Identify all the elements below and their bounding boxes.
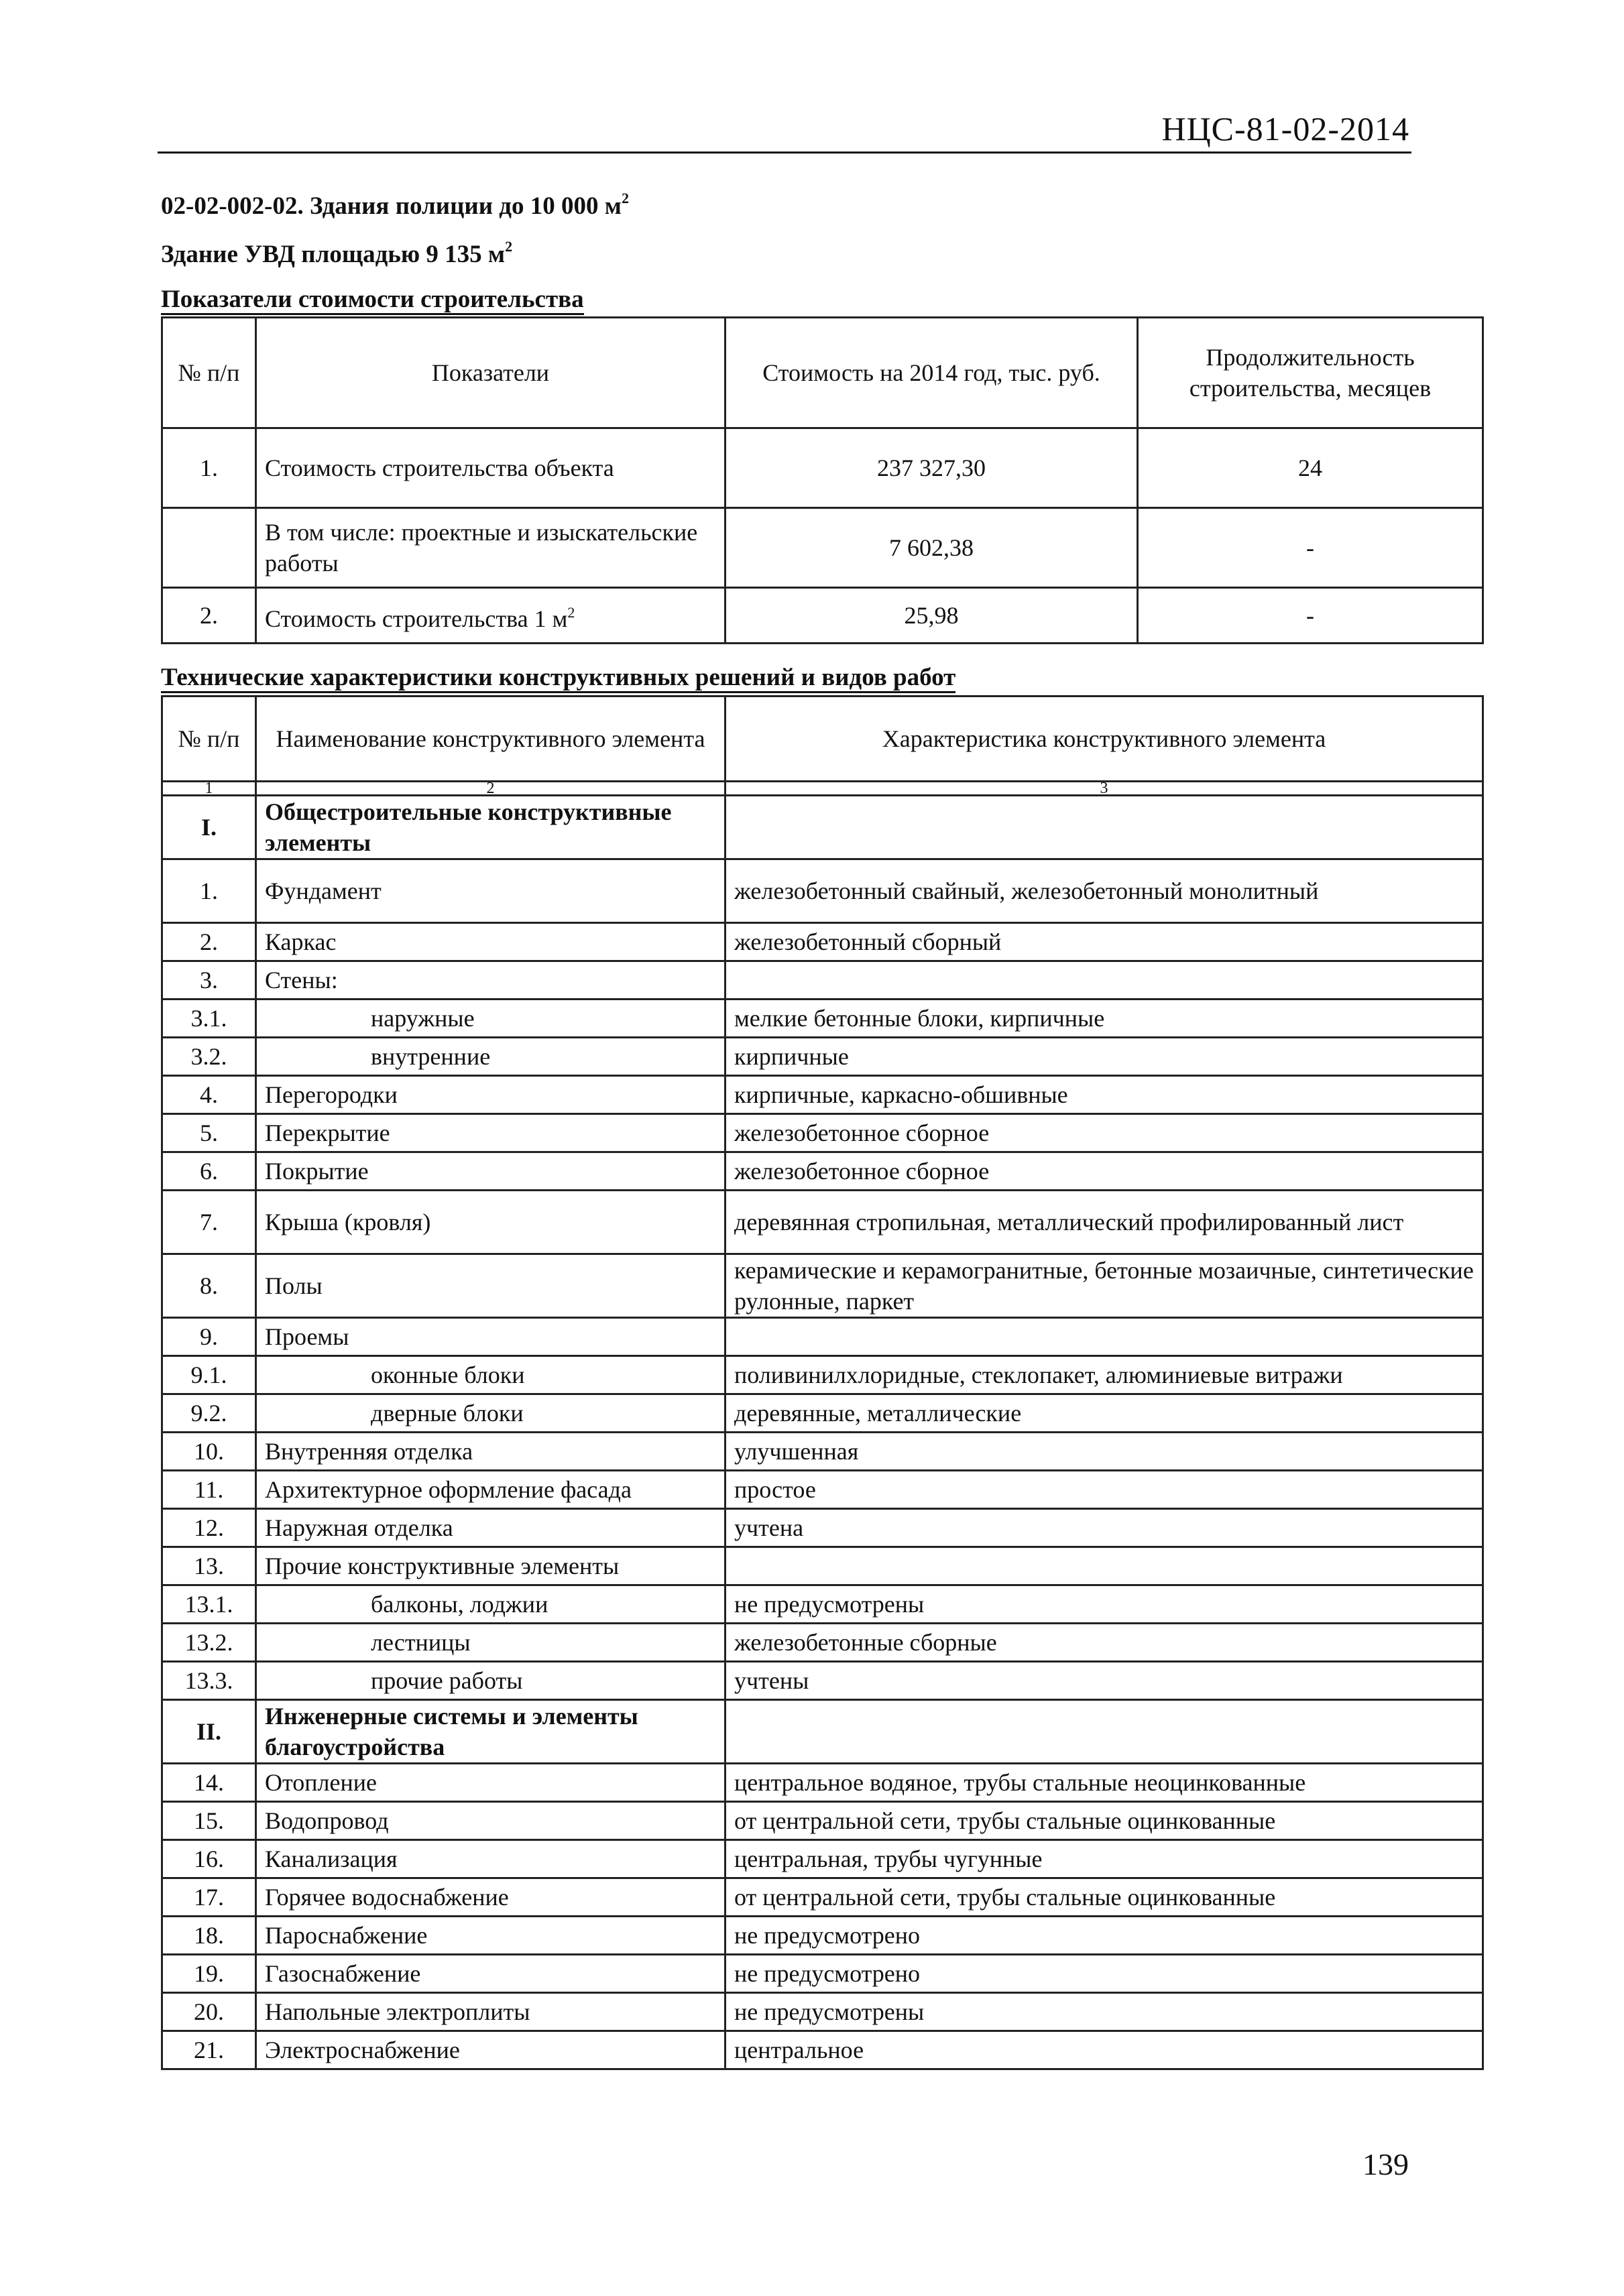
tech-row	[162, 1152, 1483, 1191]
tech-row-name: оконные блоки	[256, 1356, 726, 1394]
tech-row-num: 3.2.	[162, 1038, 256, 1076]
tech-header-name: Наименование конструктивного элемента	[256, 697, 726, 782]
tech-row	[162, 1993, 1483, 2031]
tech-row-desc: учтена	[726, 1509, 1483, 1547]
tech-row	[162, 1585, 1483, 1624]
tech-row-num: 17.	[162, 1878, 256, 1917]
tech-row-name: Стены:	[256, 961, 726, 1000]
tech-row	[162, 1038, 1483, 1076]
tech-row-num: 18.	[162, 1917, 256, 1955]
tech-row-num: 5.	[162, 1114, 256, 1152]
cost-row-cost: 25,98	[726, 588, 1138, 644]
tech-row-desc: центральное	[726, 2031, 1483, 2069]
building-title-sup: 2	[505, 238, 513, 255]
tech-row-desc	[726, 1700, 1483, 1764]
tech-row	[162, 1764, 1483, 1802]
tech-row-name: дверные блоки	[256, 1394, 726, 1433]
tech-row-name: балконы, лоджии	[256, 1585, 726, 1624]
cost-row-num: 2.	[162, 588, 256, 644]
tech-row	[162, 1917, 1483, 1955]
section-title-sup: 2	[621, 190, 629, 206]
cost-row-name-text: Стоимость строительства 1 м	[265, 605, 568, 632]
tech-row-desc: железобетонный свайный, железобетонный монолитный	[726, 859, 1483, 923]
column-number: 2	[256, 782, 726, 796]
tech-row-num: 14.	[162, 1764, 256, 1802]
tech-row-num: 21.	[162, 2031, 256, 2069]
cost-header-duration: Продолжительность строительства, месяцев	[1138, 318, 1483, 428]
tech-row-name: Горячее водоснабжение	[256, 1878, 726, 1917]
tech-row-num: 11.	[162, 1471, 256, 1509]
tech-row	[162, 1191, 1483, 1254]
tech-row	[162, 1840, 1483, 1878]
tech-row-name: Общестроительные конструктивные элементы	[256, 796, 726, 859]
tech-row-name: лестницы	[256, 1624, 726, 1662]
cost-table-title	[161, 285, 584, 314]
cost-row-name: В том числе: проектные и изыскательские работы	[256, 508, 726, 588]
tech-table-title-text: Технические характеристики конструктивных решений и видов работ	[161, 664, 955, 693]
cost-row-cost: 237 327,30	[726, 428, 1138, 508]
tech-row-num: 13.3.	[162, 1662, 256, 1700]
tech-row	[162, 961, 1483, 1000]
tech-row-name: Крыша (кровля)	[256, 1191, 726, 1254]
tech-row-name: Архитектурное оформление фасада	[256, 1471, 726, 1509]
tech-row	[162, 1076, 1483, 1114]
tech-row	[162, 1356, 1483, 1394]
cost-row-duration: -	[1138, 508, 1483, 588]
tech-row-name: Прочие конструктивные элементы	[256, 1547, 726, 1585]
page-number: 139	[1362, 2147, 1409, 2181]
cost-row	[162, 508, 1483, 588]
tech-row-num: 13.1.	[162, 1585, 256, 1624]
tech-row-name: Напольные электроплиты	[256, 1993, 726, 2031]
document-code: НЦС-81-02-2014	[1161, 110, 1409, 147]
tech-row-desc: деревянная стропильная, металлический профилированный лист	[726, 1191, 1483, 1254]
tech-row-num: 9.2.	[162, 1394, 256, 1433]
column-number: 1	[162, 782, 256, 796]
tech-row-num: 10.	[162, 1433, 256, 1471]
tech-row-name: Электроснабжение	[256, 2031, 726, 2069]
tech-row-desc: простое	[726, 1471, 1483, 1509]
tech-row-desc: от центральной сети, трубы стальные оцинкованные	[726, 1878, 1483, 1917]
tech-row-num: 13.	[162, 1547, 256, 1585]
cost-row-num	[162, 508, 256, 588]
tech-row	[162, 2031, 1483, 2069]
tech-row-num: 9.	[162, 1318, 256, 1356]
cost-table-header	[162, 318, 1483, 428]
tech-row-num: 8.	[162, 1254, 256, 1318]
tech-table-body	[162, 697, 1483, 2069]
tech-row-name: внутренние	[256, 1038, 726, 1076]
tech-row-name: Канализация	[256, 1840, 726, 1878]
tech-row-desc: керамические и керамогранитные, бетонные мозаичные, синтетические рулонные, паркет	[726, 1254, 1483, 1318]
tech-row-desc: центральное водяное, трубы стальные неоцинкованные	[726, 1764, 1483, 1802]
tech-row-desc: не предусмотрено	[726, 1955, 1483, 1993]
tech-row	[162, 859, 1483, 923]
tech-row-desc: не предусмотрены	[726, 1993, 1483, 2031]
column-number: 3	[726, 782, 1483, 796]
tech-row-num: 3.1.	[162, 1000, 256, 1038]
tech-column-numbers	[162, 782, 1483, 796]
tech-row-name: Пароснабжение	[256, 1917, 726, 1955]
tech-row-desc: улучшенная	[726, 1433, 1483, 1471]
tech-row	[162, 923, 1483, 961]
cost-row	[162, 428, 1483, 508]
tech-row	[162, 1662, 1483, 1700]
tech-row-desc: железобетонное сборное	[726, 1114, 1483, 1152]
tech-row	[162, 1700, 1483, 1764]
cost-header-cost: Стоимость на 2014 год, тыс. руб.	[726, 318, 1138, 428]
tech-header-num: № п/п	[162, 697, 256, 782]
tech-row-desc	[726, 796, 1483, 859]
tech-table-title	[161, 663, 955, 692]
tech-row-name: Водопровод	[256, 1802, 726, 1840]
tech-row-desc: поливинилхлоридные, стеклопакет, алюминиевые витражи	[726, 1356, 1483, 1394]
tech-row-name: Покрытие	[256, 1152, 726, 1191]
tech-row	[162, 1878, 1483, 1917]
tech-row	[162, 1547, 1483, 1585]
tech-row	[162, 1394, 1483, 1433]
tech-row	[162, 1318, 1483, 1356]
tech-row-name: Полы	[256, 1254, 726, 1318]
tech-row-num: 4.	[162, 1076, 256, 1114]
tech-row	[162, 1433, 1483, 1471]
tech-row-name: Газоснабжение	[256, 1955, 726, 1993]
tech-row-num: 9.1.	[162, 1356, 256, 1394]
tech-row-name: Перекрытие	[256, 1114, 726, 1152]
tech-row-desc	[726, 961, 1483, 1000]
cost-table	[161, 316, 1484, 644]
tech-row-desc: железобетонное сборное	[726, 1152, 1483, 1191]
tech-row-name: Отопление	[256, 1764, 726, 1802]
cost-table-title-text: Показатели стоимости строительства	[161, 286, 584, 315]
tech-row-desc	[726, 1318, 1483, 1356]
tech-table	[161, 695, 1484, 2070]
tech-row	[162, 1000, 1483, 1038]
tech-row	[162, 796, 1483, 859]
tech-row	[162, 1114, 1483, 1152]
tech-row-num: 2.	[162, 923, 256, 961]
tech-row-name: Внутренняя отделка	[256, 1433, 726, 1471]
tech-row-name: Перегородки	[256, 1076, 726, 1114]
cost-row-name	[256, 588, 726, 644]
cost-header-name: Показатели	[256, 318, 726, 428]
tech-row-desc: от центральной сети, трубы стальные оцинкованные	[726, 1802, 1483, 1840]
tech-row-desc: железобетонные сборные	[726, 1624, 1483, 1662]
cost-row-name-sup: 2	[567, 603, 575, 621]
cost-row-name: Стоимость строительства объекта	[256, 428, 726, 508]
tech-table-header	[162, 697, 1483, 782]
tech-row	[162, 1624, 1483, 1662]
tech-row	[162, 1471, 1483, 1509]
tech-row-name: Инженерные системы и элементы благоустройства	[256, 1700, 726, 1764]
tech-row	[162, 1254, 1483, 1318]
tech-row-desc: учтены	[726, 1662, 1483, 1700]
tech-row-name: прочие работы	[256, 1662, 726, 1700]
cost-header-num: № п/п	[162, 318, 256, 428]
tech-row-num: 19.	[162, 1955, 256, 1993]
tech-row-name: наружные	[256, 1000, 726, 1038]
tech-row	[162, 1955, 1483, 1993]
tech-header-desc: Характеристика конструктивного элемента	[726, 697, 1483, 782]
tech-row-desc: кирпичные	[726, 1038, 1483, 1076]
cost-row-num: 1.	[162, 428, 256, 508]
tech-row-desc	[726, 1547, 1483, 1585]
tech-row-name: Фундамент	[256, 859, 726, 923]
tech-row-num: 3.	[162, 961, 256, 1000]
section-title-text: 02-02-002-02. Здания полиции до 10 000 м	[161, 192, 622, 220]
tech-row-num: 20.	[162, 1993, 256, 2031]
tech-row-num: II.	[162, 1700, 256, 1764]
tech-row-desc: деревянные, металлические	[726, 1394, 1483, 1433]
cost-row-cost: 7 602,38	[726, 508, 1138, 588]
tech-row-desc: не предусмотрено	[726, 1917, 1483, 1955]
tech-row	[162, 1509, 1483, 1547]
tech-row	[162, 1802, 1483, 1840]
tech-row-name: Проемы	[256, 1318, 726, 1356]
tech-row-desc: мелкие бетонные блоки, кирпичные	[726, 1000, 1483, 1038]
tech-row-desc: центральная, трубы чугунные	[726, 1840, 1483, 1878]
tech-row-desc: кирпичные, каркасно-обшивные	[726, 1076, 1483, 1114]
tech-row-num: 16.	[162, 1840, 256, 1878]
tech-row-num: I.	[162, 796, 256, 859]
tech-row-num: 12.	[162, 1509, 256, 1547]
cost-row	[162, 588, 1483, 644]
section-title	[161, 190, 629, 221]
tech-row-name: Каркас	[256, 923, 726, 961]
cost-row-duration: -	[1138, 588, 1483, 644]
tech-row-desc: железобетонный сборный	[726, 923, 1483, 961]
header-rule	[158, 152, 1411, 154]
building-title-text: Здание УВД площадью 9 135 м	[161, 241, 506, 268]
tech-row-desc: не предусмотрены	[726, 1585, 1483, 1624]
tech-row-num: 15.	[162, 1802, 256, 1840]
tech-row-num: 6.	[162, 1152, 256, 1191]
tech-row-num: 1.	[162, 859, 256, 923]
tech-row-name: Наружная отделка	[256, 1509, 726, 1547]
tech-row-num: 13.2.	[162, 1624, 256, 1662]
tech-row-num: 7.	[162, 1191, 256, 1254]
cost-row-duration: 24	[1138, 428, 1483, 508]
building-title	[161, 238, 512, 269]
